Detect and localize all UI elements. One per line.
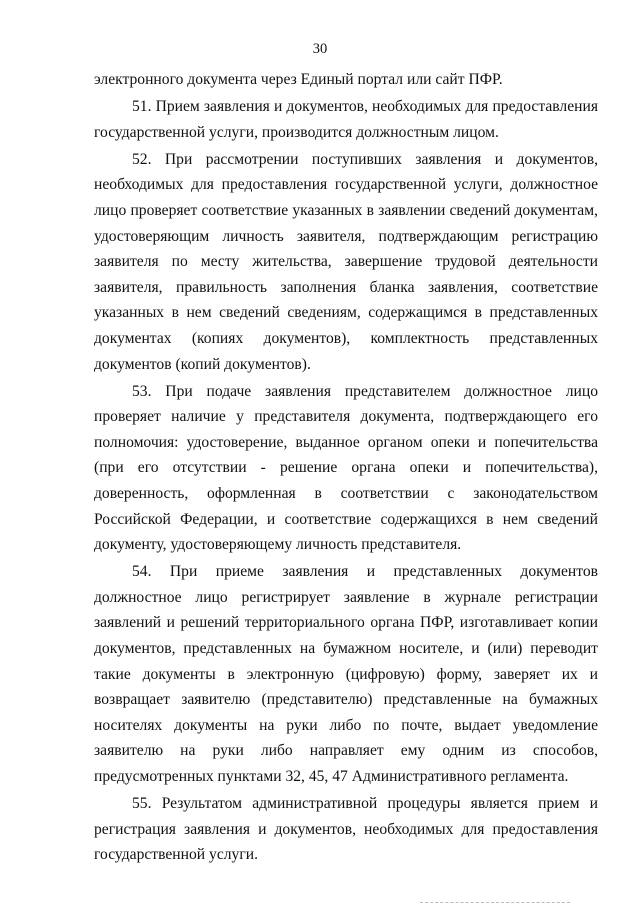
paragraph-55: 55. Результатом административной процедуры является прием и регистрация заявления и документов, необходимых для предоставления государственной услуги. <box>94 795 598 864</box>
paragraph-52: 52. При рассмотрении поступивших заявления и документов, необходимых для предоставления государственной услуги, должностное лицо проверяет соответствие указанных в заявлении сведений документам, удостоверяющим личность заявителя, подтверждающим регистрацию заявителя по месту жительства, завершение трудовой деятельности заявителя, правильность заполнения бланка заявления, соответствие указанных в нем сведений сведениям, содержащимся в представленных документах (копиях документов), комплектность представленных документов (копий документов). <box>94 150 598 373</box>
paragraph-51: 51. Прием заявления и документов, необходимых для предоставления государственной услуги, производится должностным лицом. <box>94 98 598 141</box>
paragraph-53: 53. При подаче заявления представителем должностное лицо проверяет наличие у представителя документа, подтверждающего его полномочия: удостоверение, выданное органом опеки и попечительства (при его отсутствии - решение органа опеки и попечительства), доверенность, оформленная в соответствии с законодательством Российской Федерации, и соответствие содержащихся в нем сведений документу, удостоверяющему личность представителя. <box>94 382 598 554</box>
document-body <box>94 67 598 868</box>
paragraph-54: 54. При приеме заявления и представленных документов должностное лицо регистрирует заявление в журнале регистрации заявлений и решений территориального органа ПФР, изготавливает копии документов, представленных на бумажном носителе, и (или) переводит такие документы в электронную (цифровую) форму, заверяет их и возвращает заявителю (представителю) представленные на бумажных носителях документы на руки либо по почте, выдает уведомление заявителю на руки либо направляет ему одним из способов, предусмотренных пунктами 32, 45, 47 Административного регламента. <box>94 563 598 786</box>
page-number: 30 <box>312 41 328 57</box>
scan-artifact-line <box>420 902 570 904</box>
paragraph-continuation: электронного документа через Единый портал или сайт ПФР. <box>94 71 503 88</box>
